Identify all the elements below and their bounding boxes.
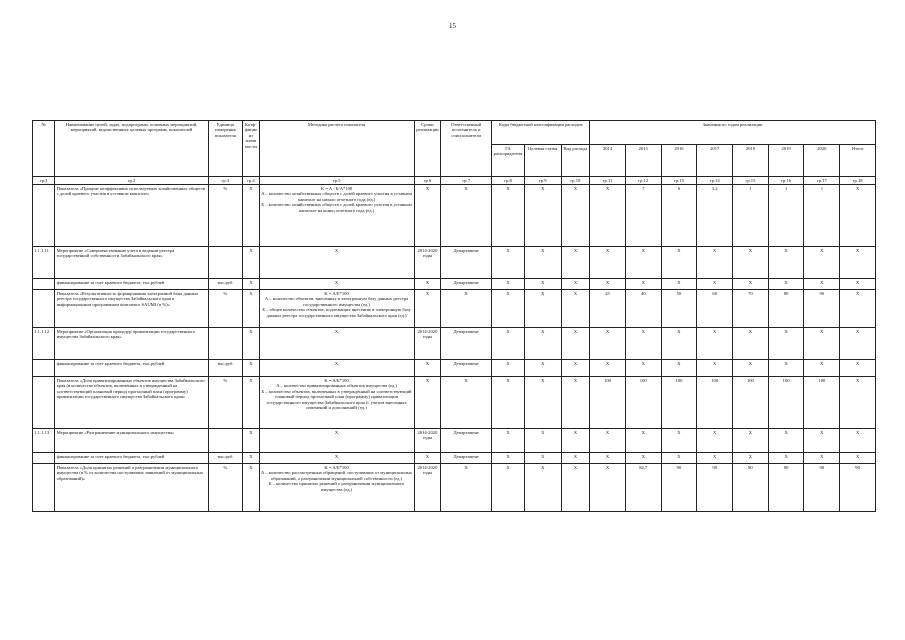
- row-kbk-target: X: [524, 464, 561, 512]
- row-year-value: X: [697, 247, 733, 279]
- row-number: [33, 185, 55, 247]
- column-number: гр.4: [243, 177, 259, 185]
- row-method: X: [259, 247, 414, 279]
- row-year-value: X: [733, 360, 769, 377]
- column-number: гр.13: [661, 177, 697, 185]
- row-year-value: 90: [804, 290, 840, 328]
- table-row: [33, 290, 876, 328]
- row-year-value: 100: [697, 377, 733, 429]
- row-year-value: X: [590, 328, 626, 360]
- row-total: X: [840, 453, 876, 464]
- row-year-value: 100: [804, 377, 840, 429]
- row-number: 1.1.1.12: [33, 328, 55, 360]
- row-year-value: 100: [733, 377, 769, 429]
- header-total: Итого: [840, 145, 876, 177]
- row-number: [33, 290, 55, 328]
- row-total: 90: [840, 464, 876, 512]
- row-unit: тыс.руб.: [208, 279, 243, 290]
- table-row: [33, 328, 876, 360]
- row-year-value: X: [590, 247, 626, 279]
- row-kbk-type: X: [561, 360, 590, 377]
- column-numbers-row: [33, 177, 876, 185]
- row-total: X: [840, 360, 876, 377]
- row-year-value: X: [661, 247, 697, 279]
- row-responsible: Департамент: [441, 429, 492, 453]
- row-year-value: 1: [804, 185, 840, 247]
- row-year-value: 70: [733, 290, 769, 328]
- row-kbk-target: X: [524, 377, 561, 429]
- table-row: [33, 429, 876, 453]
- header-coef: Коэф-фициент значимости: [243, 121, 259, 177]
- row-year-value: 100: [590, 377, 626, 429]
- row-coef: X: [243, 464, 259, 512]
- row-number: 1.1.1.11: [33, 247, 55, 279]
- header-kbk-type: Вид расхода: [561, 145, 590, 177]
- row-total: X: [840, 185, 876, 247]
- row-kbk-gr: X: [492, 429, 525, 453]
- column-number: гр.11: [590, 177, 626, 185]
- row-kbk-gr: X: [492, 453, 525, 464]
- page-number: 15: [449, 22, 456, 30]
- row-unit: %: [208, 185, 243, 247]
- row-year-value: X: [804, 360, 840, 377]
- row-year-value: X: [625, 328, 661, 360]
- row-unit: тыс.руб.: [208, 360, 243, 377]
- row-year-value: X: [661, 360, 697, 377]
- header-kbk-gr: ГА распорядителя: [492, 145, 525, 177]
- row-name: Мероприятие «Разграничение муниципального имущества»: [55, 429, 208, 453]
- row-year-value: 7: [625, 185, 661, 247]
- row-year-value: X: [733, 328, 769, 360]
- row-year-value: X: [625, 247, 661, 279]
- header-unit: Единица измерения показателя: [208, 121, 243, 177]
- column-number: гр.6: [414, 177, 441, 185]
- row-number: 1.1.1.13: [33, 429, 55, 453]
- header-term: Сроки реализации: [414, 121, 441, 177]
- row-year-value: X: [590, 279, 626, 290]
- row-kbk-gr: X: [492, 328, 525, 360]
- row-year-value: X: [590, 185, 626, 247]
- row-name: Мероприятие «Организация процедур приватизации государственного имущества Забайкальского края»: [55, 328, 208, 360]
- row-total: X: [840, 429, 876, 453]
- row-term: 2014-2020 годы: [414, 247, 441, 279]
- row-term: X: [414, 377, 441, 429]
- row-number: [33, 464, 55, 512]
- row-number: [33, 279, 55, 290]
- column-number: гр.12: [625, 177, 661, 185]
- row-total: X: [840, 290, 876, 328]
- row-name: Показатель «Доля приватизированных объектов имущества Забайкальского края (в количестве объектов, включенных в утвержденный на соответствующий плановый период прогнозный план (программу) приватизации государственного имущества Забайкальского края»: [55, 377, 208, 429]
- row-total: X: [840, 328, 876, 360]
- program-indicators-table: [32, 120, 876, 512]
- row-total: X: [840, 279, 876, 290]
- row-term: X: [414, 185, 441, 247]
- row-year-value: X: [733, 429, 769, 453]
- row-unit: [208, 429, 243, 453]
- table-row: [33, 247, 876, 279]
- row-term: 2014-2020 годы: [414, 429, 441, 453]
- row-year-value: X: [804, 429, 840, 453]
- row-year-value: X: [697, 429, 733, 453]
- row-year-value: X: [697, 453, 733, 464]
- row-kbk-type: X: [561, 247, 590, 279]
- column-number: гр.2: [55, 177, 208, 185]
- row-kbk-gr: X: [492, 377, 525, 429]
- row-unit: [208, 247, 243, 279]
- row-total: X: [840, 247, 876, 279]
- row-term: X: [414, 279, 441, 290]
- row-term: 2014-2020 годы: [414, 464, 441, 512]
- column-number: гр.9: [524, 177, 561, 185]
- header-year: 2018: [733, 145, 769, 177]
- row-name: Показатель «Результативность формирования электронной базы данных реестра государственного имущества Забайкальского края в информационном программном комплексе SAUMI (в %)»: [55, 290, 208, 328]
- row-year-value: X: [625, 429, 661, 453]
- column-number: гр.8: [492, 177, 525, 185]
- column-number: гр.3: [208, 177, 243, 185]
- row-unit: %: [208, 290, 243, 328]
- row-year-value: 1: [768, 185, 804, 247]
- row-year-value: X: [697, 360, 733, 377]
- header-name: Наименование целей, задач, подпрограмм, основных мероприятий, мероприятий, ведомственных целевых программ, показателей: [55, 121, 208, 177]
- row-kbk-target: X: [524, 453, 561, 464]
- row-year-value: X: [697, 328, 733, 360]
- row-coef: X: [243, 377, 259, 429]
- row-year-value: X: [590, 429, 626, 453]
- row-year-value: X: [590, 453, 626, 464]
- row-kbk-type: X: [561, 328, 590, 360]
- row-name: Показатель «Процент неэффективно используемых хозяйственных обществ с долей краевого участия в уставном капитале»: [55, 185, 208, 247]
- row-term: X: [414, 453, 441, 464]
- column-number: гр.14: [697, 177, 733, 185]
- row-kbk-target: X: [524, 328, 561, 360]
- row-method: X: [259, 279, 414, 290]
- row-year-value: 90: [768, 464, 804, 512]
- row-term: X: [414, 290, 441, 328]
- row-year-value: X: [768, 360, 804, 377]
- row-kbk-type: X: [561, 429, 590, 453]
- header-kbk: Коды бюджетной классификации расходов: [492, 121, 590, 145]
- row-unit: %: [208, 377, 243, 429]
- row-method: K = A/Б*100 A – количество объектов, внесенных в электронную базу данных реестра государственного имущества (ед.) Б – общее количество объектов, подлежащих внесению в электронную базу данных реестра государственного имущества Забайкальского края (ед.): [259, 290, 414, 328]
- row-year-value: X: [733, 247, 769, 279]
- row-coef: X: [243, 247, 259, 279]
- table-row: [33, 279, 876, 290]
- table-row: [33, 360, 876, 377]
- row-kbk-gr: X: [492, 279, 525, 290]
- column-number: гр.18: [840, 177, 876, 185]
- row-total: X: [840, 377, 876, 429]
- row-kbk-target: X: [524, 247, 561, 279]
- row-year-value: X: [625, 453, 661, 464]
- table-row: [33, 377, 876, 429]
- row-number: [33, 453, 55, 464]
- row-year-value: X: [804, 279, 840, 290]
- header-year: 2020: [804, 145, 840, 177]
- column-number: гр.15: [733, 177, 769, 185]
- row-kbk-gr: X: [492, 185, 525, 247]
- row-year-value: X: [661, 279, 697, 290]
- row-year-value: 3,2: [697, 185, 733, 247]
- row-year-value: X: [697, 279, 733, 290]
- row-term: 2014-2020 годы: [414, 328, 441, 360]
- row-year-value: X: [804, 328, 840, 360]
- column-number: гр.17: [804, 177, 840, 185]
- table-row: [33, 185, 876, 247]
- row-kbk-type: X: [561, 464, 590, 512]
- row-year-value: 90: [804, 464, 840, 512]
- row-year-value: 40: [625, 290, 661, 328]
- row-year-value: 6: [661, 185, 697, 247]
- row-responsible: X: [441, 377, 492, 429]
- row-responsible: Департамент: [441, 328, 492, 360]
- header-year: 2016: [661, 145, 697, 177]
- row-method: K = A - Б/A*100 A – количество хозяйственных обществ с долей краевого участия в уставном капитале на начало отчетного года (ед.) Б – количество хозяйственных обществ с долей краевого участия в уставном капитале на конец отчетного года (ед.): [259, 185, 414, 247]
- header-year: 2014: [590, 145, 626, 177]
- row-year-value: X: [768, 279, 804, 290]
- row-unit: %: [208, 464, 243, 512]
- row-year-value: 1: [733, 185, 769, 247]
- row-name: Мероприятие «Совершенствование учета в ведении реестра государственной собственности Забайкальского края»: [55, 247, 208, 279]
- row-responsible: Департамент: [441, 453, 492, 464]
- row-year-value: X: [733, 279, 769, 290]
- header-year: 2015: [625, 145, 661, 177]
- row-year-value: 25: [590, 290, 626, 328]
- header-values: Значения по годам реализации: [590, 121, 876, 145]
- row-kbk-gr: X: [492, 360, 525, 377]
- row-kbk-target: X: [524, 290, 561, 328]
- row-year-value: 90: [733, 464, 769, 512]
- row-method: K = A/Б*100 A – количество рассмотренных обращений, поступивших от муниципальных образований, о разграничении муниципальной собственности (ед.) Б – количество принятых решений о разграничении муниципального имущества (ед.): [259, 464, 414, 512]
- table-row: [33, 464, 876, 512]
- row-year-value: X: [625, 279, 661, 290]
- row-coef: X: [243, 328, 259, 360]
- row-kbk-type: X: [561, 453, 590, 464]
- row-method: X: [259, 429, 414, 453]
- row-year-value: X: [768, 247, 804, 279]
- row-method: X: [259, 453, 414, 464]
- row-year-value: 50: [661, 290, 697, 328]
- row-year-value: 82,7: [625, 464, 661, 512]
- row-kbk-target: X: [524, 429, 561, 453]
- row-year-value: X: [661, 328, 697, 360]
- row-year-value: X: [661, 453, 697, 464]
- row-year-value: X: [733, 453, 769, 464]
- row-kbk-type: X: [561, 279, 590, 290]
- header-year: 2019: [768, 145, 804, 177]
- row-year-value: 90: [661, 464, 697, 512]
- row-kbk-type: X: [561, 290, 590, 328]
- column-number: гр.10: [561, 177, 590, 185]
- row-kbk-type: X: [561, 377, 590, 429]
- row-year-value: X: [768, 453, 804, 464]
- row-year-value: X: [590, 360, 626, 377]
- row-method: X: [259, 328, 414, 360]
- row-responsible: X: [441, 185, 492, 247]
- row-responsible: X: [441, 290, 492, 328]
- row-coef: X: [243, 279, 259, 290]
- row-year-value: 100: [625, 377, 661, 429]
- row-year-value: X: [804, 247, 840, 279]
- column-number: гр.7: [441, 177, 492, 185]
- row-name: финансирование за счет краевого бюджета, тыс.рублей: [55, 360, 208, 377]
- row-year-value: X: [768, 429, 804, 453]
- row-year-value: 80: [768, 290, 804, 328]
- row-year-value: X: [625, 360, 661, 377]
- row-unit: [208, 328, 243, 360]
- row-responsible: X: [441, 464, 492, 512]
- row-year-value: 90: [697, 464, 733, 512]
- row-year-value: 60: [697, 290, 733, 328]
- row-kbk-target: X: [524, 360, 561, 377]
- row-number: [33, 360, 55, 377]
- row-year-value: X: [590, 464, 626, 512]
- row-responsible: Департамент: [441, 279, 492, 290]
- header-year: 2017: [697, 145, 733, 177]
- row-coef: X: [243, 185, 259, 247]
- row-kbk-gr: X: [492, 290, 525, 328]
- row-responsible: Департамент: [441, 247, 492, 279]
- table-row: [33, 453, 876, 464]
- row-coef: X: [243, 290, 259, 328]
- column-number: гр.5: [259, 177, 414, 185]
- row-name: Показатель «Доля принятых решений о разграничении муниципального имущества (в % от количества поступивших заявлений от муниципальных образований)»: [55, 464, 208, 512]
- column-number: гр.1: [33, 177, 55, 185]
- column-number: гр.16: [768, 177, 804, 185]
- row-year-value: X: [768, 328, 804, 360]
- row-method: K = A/Б*100 A – количество приватизированных объектов имущества (ед.) Б – количество объектов, включенных в утвержденный на соответствующий плановый период прогнозный план (программу) приватизации государственного имущества Забайкальского края (с учетом внесенных изменений и дополнений) (ед.): [259, 377, 414, 429]
- row-kbk-gr: X: [492, 464, 525, 512]
- row-method: X: [259, 360, 414, 377]
- row-year-value: 100: [768, 377, 804, 429]
- row-unit: тыс.руб.: [208, 453, 243, 464]
- row-year-value: 100: [661, 377, 697, 429]
- header-method: Методика расчета показателя: [259, 121, 414, 177]
- row-number: [33, 377, 55, 429]
- row-coef: X: [243, 360, 259, 377]
- row-kbk-target: X: [524, 279, 561, 290]
- header-responsible: Ответственный исполнитель и соисполнители: [441, 121, 492, 177]
- row-year-value: X: [804, 453, 840, 464]
- header-kbk-target: Целевая статья: [524, 145, 561, 177]
- row-kbk-type: X: [561, 185, 590, 247]
- row-responsible: Департамент: [441, 360, 492, 377]
- row-term: X: [414, 360, 441, 377]
- row-year-value: X: [661, 429, 697, 453]
- row-name: финансирование за счет краевого бюджета, тыс.рублей: [55, 453, 208, 464]
- row-coef: X: [243, 429, 259, 453]
- row-kbk-target: X: [524, 185, 561, 247]
- row-coef: X: [243, 453, 259, 464]
- row-name: финансирование за счет краевого бюджета, тыс.рублей: [55, 279, 208, 290]
- header-no: №: [33, 121, 55, 177]
- row-kbk-gr: X: [492, 247, 525, 279]
